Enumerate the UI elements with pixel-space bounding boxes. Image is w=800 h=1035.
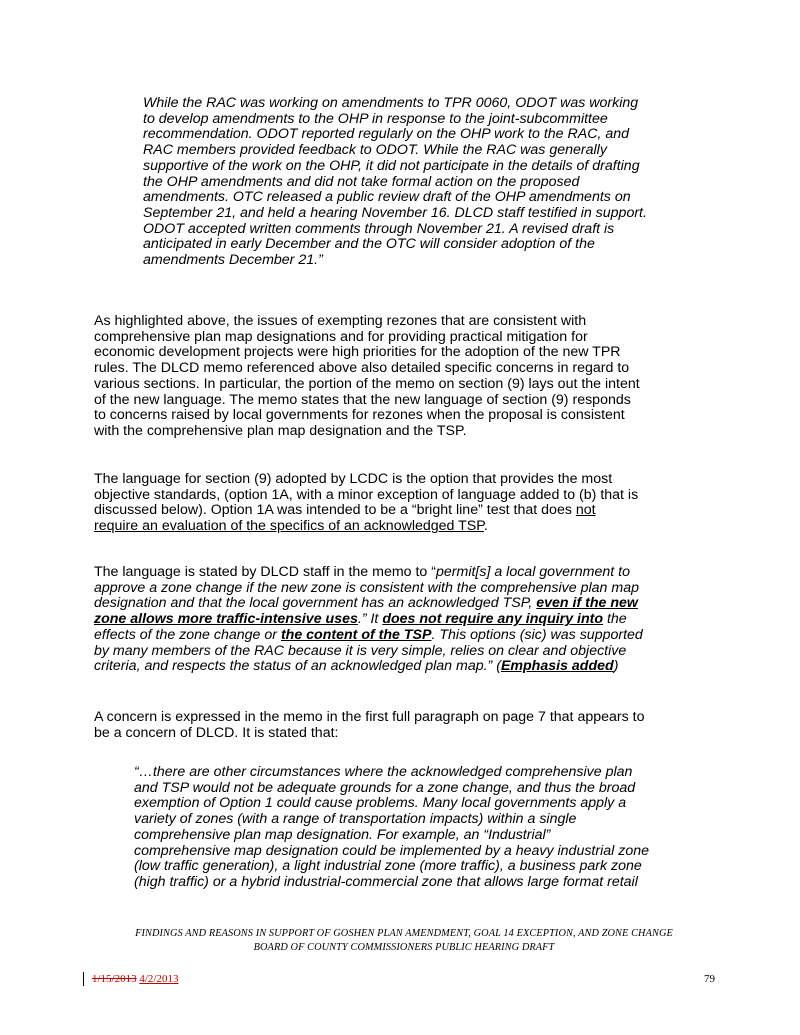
paragraph-line bbox=[94, 644, 714, 660]
paragraph-line: various sections. In particular, the portion of the memo on section (9) lays out the intent bbox=[94, 375, 640, 392]
quote-line: recommendation. ODOT reported regularly on the OHP work to the RAC, and bbox=[143, 126, 630, 143]
quote-line: “…there are other circumstances where the acknowledged comprehensive plan bbox=[134, 764, 633, 780]
paragraph-line bbox=[94, 612, 714, 628]
quote-line: comprehensive plan map designation. For example, an “Industrial” bbox=[134, 826, 551, 843]
paragraph-line: with the comprehensive plan map designation and the TSP. bbox=[94, 422, 467, 439]
italic-text: approve a zone change if the new zone is consistent with the comprehensive plan map bbox=[94, 579, 639, 596]
quote-line: supportive of the work on the OHP, it did not participate in the details of drafting bbox=[143, 157, 640, 174]
italic-text: criteria, and respects the status of an acknowledged plan map.” ( bbox=[94, 658, 501, 675]
italic-text: ) bbox=[613, 658, 619, 675]
revision-date bbox=[92, 973, 179, 985]
paragraph-line bbox=[94, 565, 714, 581]
italic-text: .” It bbox=[357, 611, 383, 628]
quote-line: RAC members provided feedback to ODOT. While the RAC was generally bbox=[143, 142, 607, 159]
italic-text: permit[s] a local government to bbox=[436, 564, 630, 580]
italic-text: the bbox=[603, 611, 627, 628]
block-quote-rac bbox=[143, 96, 713, 269]
paragraph-line: objective standards, (option 1A, with a minor exception of language added to (b) that is bbox=[94, 486, 639, 503]
quote-line: September 21, and held a hearing November 16. DLCD staff testified in support. bbox=[143, 204, 647, 221]
page-number: 79 bbox=[704, 973, 715, 985]
emphasis-text: zone allows more traffic-intensive uses bbox=[94, 611, 358, 628]
footer-title: FINDINGS AND REASONS IN SUPPORT OF GOSHEN PLAN AMENDMENT, GOAL 14 EXCEPTION, AND ZONE CHANGE bbox=[135, 928, 673, 939]
paragraph-line bbox=[94, 503, 714, 519]
quote-line: and TSP would not be adequate grounds for a zone change, and thus the broad bbox=[134, 779, 636, 796]
block-quote-other-circumstances bbox=[134, 765, 714, 891]
quote-line: (high traffic) or a hybrid industrial-commercial zone that allows large format retail bbox=[134, 873, 638, 890]
paragraph-section-9-option bbox=[94, 472, 714, 535]
paragraph-line bbox=[94, 519, 714, 535]
underlined-text: not bbox=[575, 502, 596, 519]
page-footer bbox=[94, 927, 714, 955]
emphasis-text: even if the new bbox=[536, 595, 638, 612]
paragraph-line: of the new language. The memo states that the new language of section (9) responds bbox=[94, 391, 631, 408]
paragraph-line: As highlighted above, the issues of exempting rezones that are consistent with bbox=[94, 313, 587, 329]
revision-bar bbox=[83, 972, 84, 986]
text-run: . bbox=[483, 518, 488, 535]
quote-line: anticipated in early December and the OTC will consider adoption of the bbox=[143, 236, 595, 253]
paragraph-line: comprehensive plan map designations and for providing practical mitigation for bbox=[94, 328, 588, 345]
quote-line: While the RAC was working on amendments to TPR 0060, ODOT was working bbox=[143, 95, 639, 111]
paragraph-line: be a concern of DLCD. It is stated that: bbox=[94, 724, 339, 741]
quote-line: amendments December 21.” bbox=[143, 252, 323, 269]
deleted-date: 1/15/2013 bbox=[92, 973, 137, 985]
paragraph-line: A concern is expressed in the memo in the first full paragraph on page 7 that appears to bbox=[94, 709, 645, 725]
text-run: The language is stated by DLCD staff in the memo to “ bbox=[94, 564, 436, 580]
quote-line: to develop amendments to the OHP in response to the joint-subcommittee bbox=[143, 110, 608, 127]
emphasis-text: the content of the TSP bbox=[280, 626, 432, 643]
inserted-date: 4/2/2013 bbox=[139, 973, 179, 985]
paragraph-line bbox=[94, 628, 714, 644]
paragraph-concern-expressed bbox=[94, 710, 714, 741]
paragraph-line bbox=[94, 596, 714, 612]
underlined-text: require an evaluation of the specifics of an acknowledged TSP bbox=[94, 518, 484, 535]
quote-line: ODOT accepted written comments through November 21. A revised draft is bbox=[143, 220, 615, 237]
quote-line: the OHP amendments and did not take formal action on the proposed bbox=[143, 173, 580, 190]
italic-text: . This options (sic) was supported bbox=[431, 626, 643, 643]
quote-line: variety of zones (with a range of transportation impacts) within a single bbox=[134, 811, 577, 828]
quote-line: exemption of Option 1 could cause problems. Many local governments apply a bbox=[134, 795, 627, 812]
italic-text: effects of the zone change or bbox=[94, 626, 281, 643]
emphasis-text: Emphasis added bbox=[500, 658, 614, 675]
footer-subtitle: BOARD OF COUNTY COMMISSIONERS PUBLIC HEARING DRAFT bbox=[253, 942, 555, 953]
quote-line: (low traffic generation), a light industrial zone (more traffic), a business park zone bbox=[134, 858, 642, 875]
paragraph-line: economic development projects were high priorities for the adoption of the new TPR bbox=[94, 344, 621, 361]
paragraph-highlighted-above bbox=[94, 314, 714, 440]
paragraph-line: The language for section (9) adopted by LCDC is the option that provides the most bbox=[94, 471, 613, 487]
quote-line: comprehensive map designation could be implemented by a heavy industrial zone bbox=[134, 842, 649, 859]
text-run: discussed below). Option 1A was intended to be a “bright line” test that does bbox=[94, 502, 576, 519]
paragraph-line bbox=[94, 581, 714, 597]
emphasis-text: does not require any inquiry into bbox=[382, 611, 604, 628]
quote-line: amendments. OTC released a public review draft of the OHP amendments on bbox=[143, 189, 631, 206]
paragraph-line: rules. The DLCD memo referenced above also detailed specific concerns in regard to bbox=[94, 360, 630, 377]
paragraph-dlcd-staff-memo bbox=[94, 565, 714, 675]
italic-text: by many members of the RAC because it is very simple, relies on clear and objective bbox=[94, 642, 627, 659]
paragraph-line bbox=[94, 659, 714, 675]
paragraph-line: to concerns raised by local governments for rezones when the proposal is consistent bbox=[94, 407, 625, 424]
italic-text: designation and that the local government has an acknowledged TSP, bbox=[94, 595, 537, 612]
